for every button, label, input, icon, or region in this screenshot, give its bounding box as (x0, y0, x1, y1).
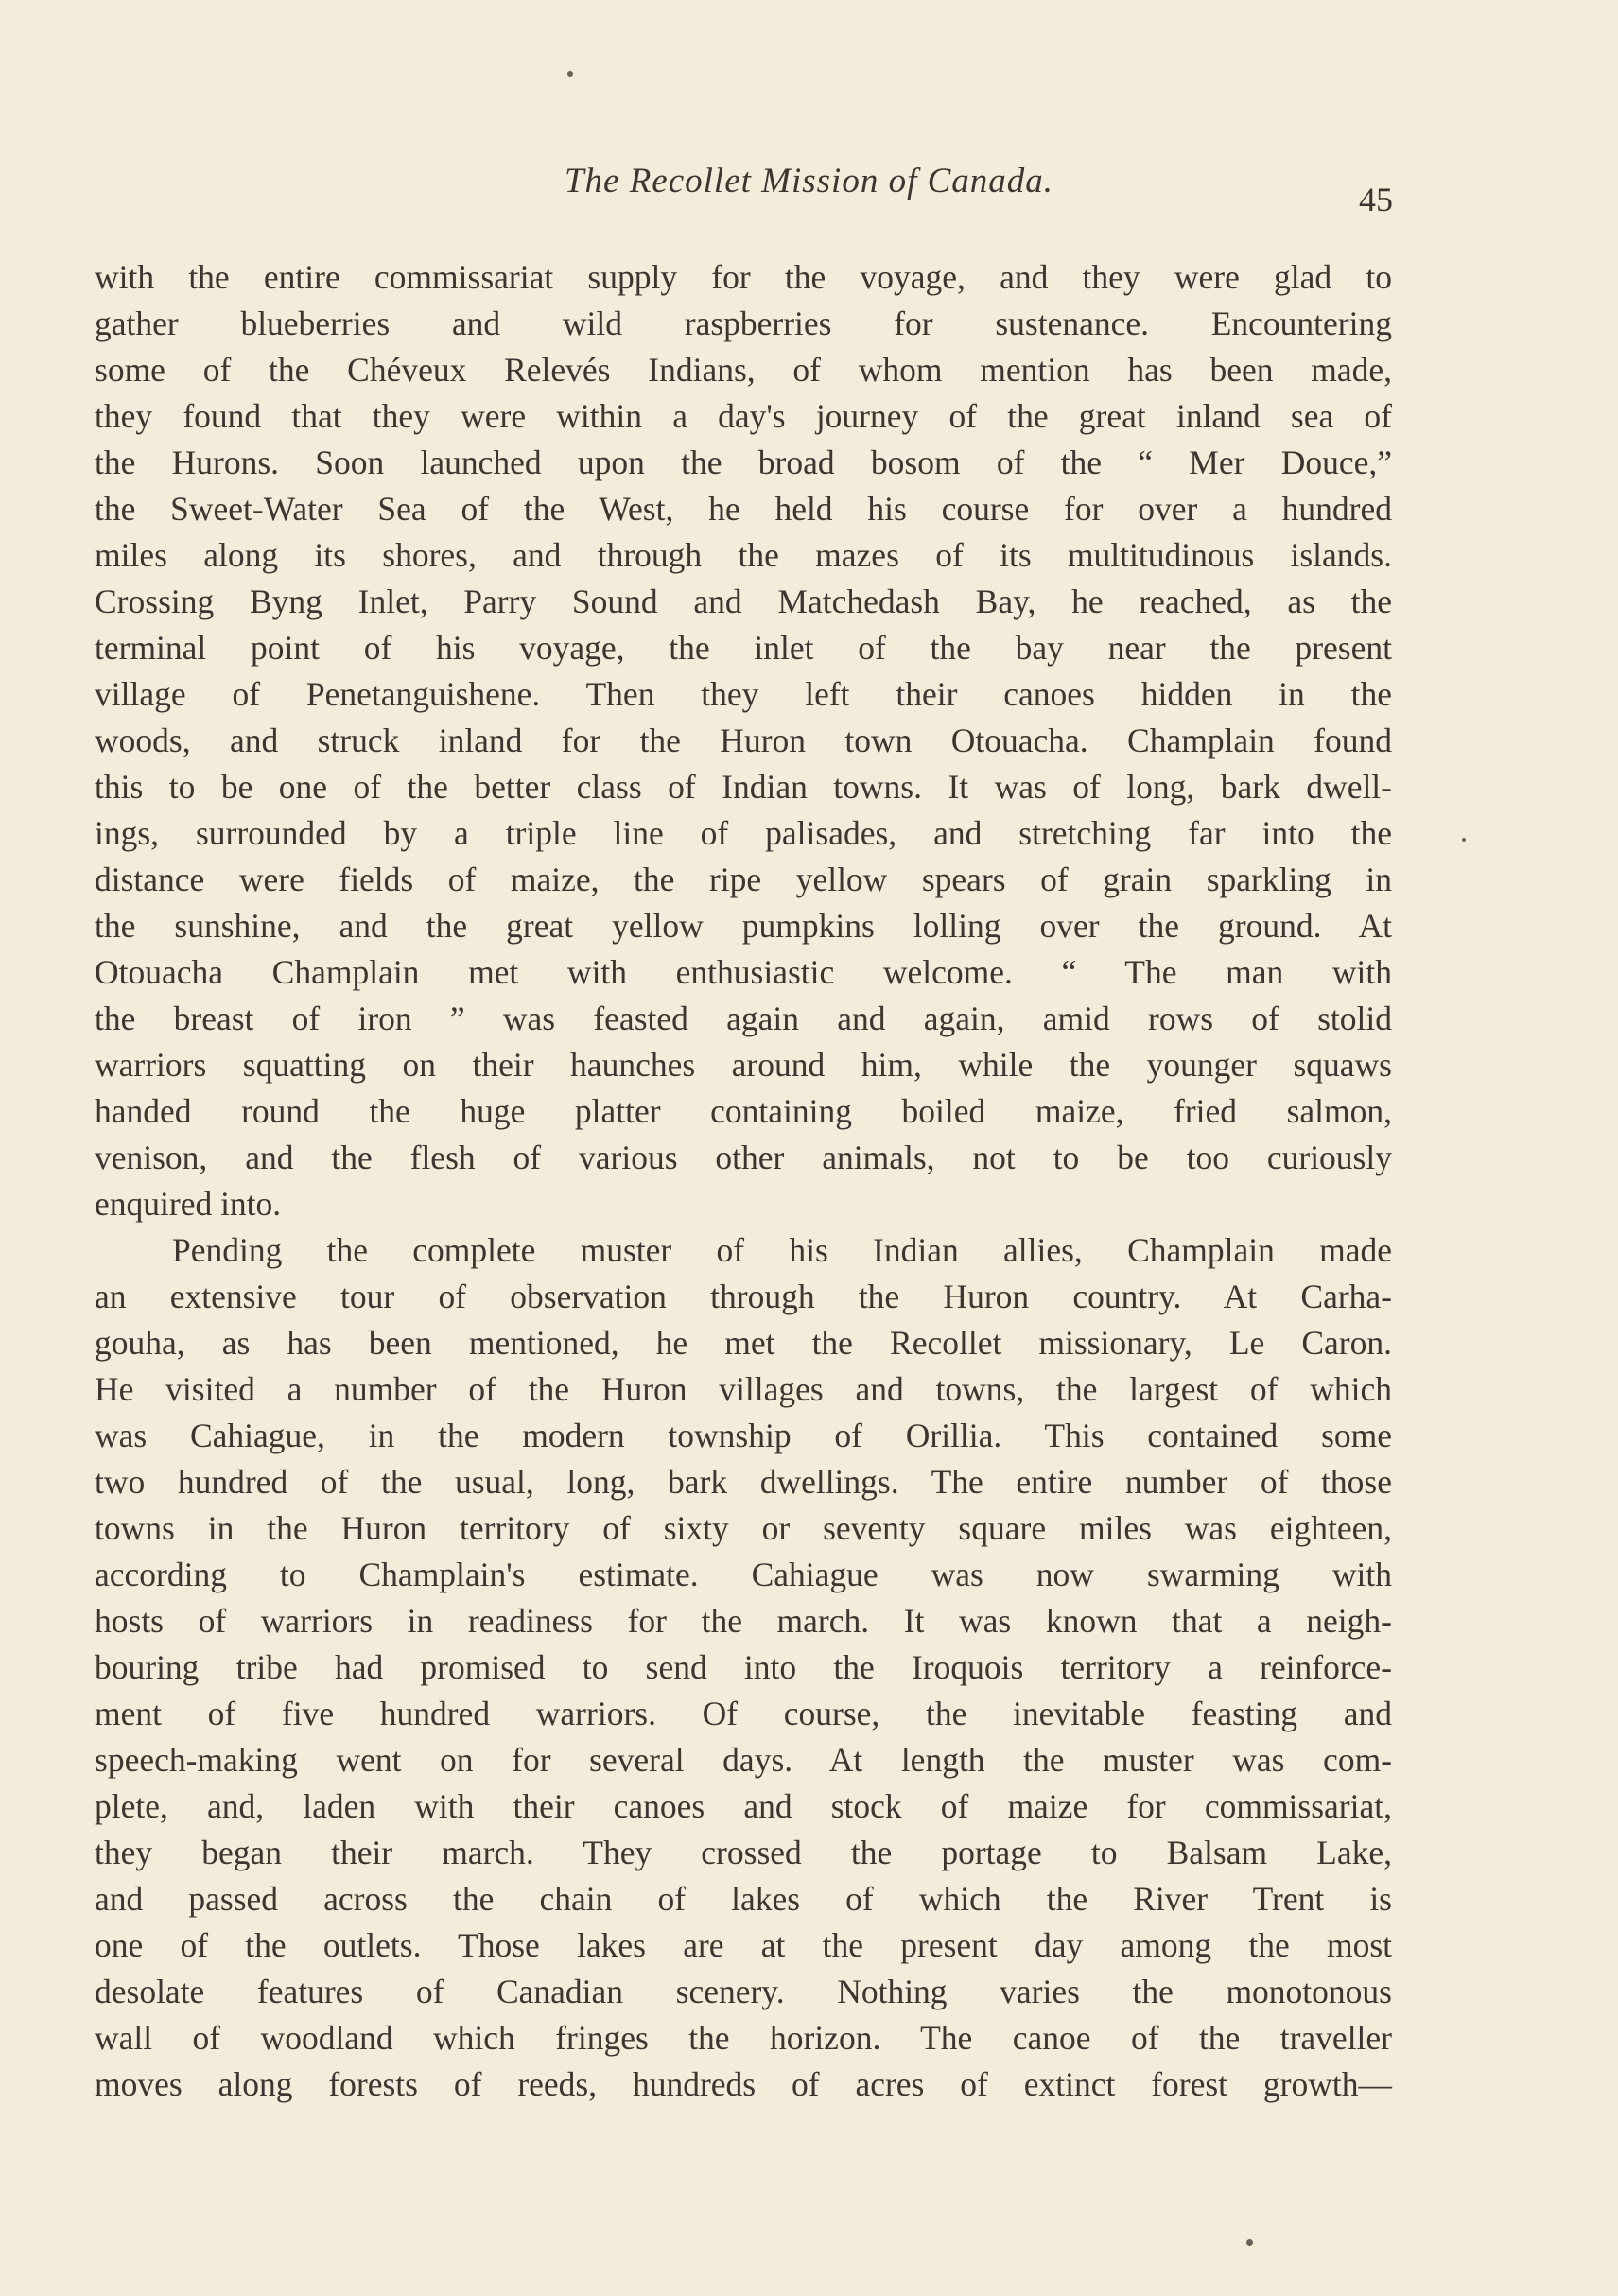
text-line: enquired into. (95, 1185, 282, 1223)
text-line: they found that they were within a day's journey of the great inland sea of (95, 397, 1392, 435)
scan-speck (567, 71, 573, 77)
page-number: 45 (1359, 181, 1393, 218)
text-line: with the entire commissariat supply for the voyage, and they were glad to (95, 258, 1392, 296)
text-line: woods, and struck inland for the Huron town Otouacha. Champlain found (95, 722, 1392, 759)
text-line: ment of five hundred warriors. Of course, the inevitable feasting and (95, 1695, 1392, 1732)
text-line: this to be one of the better class of Indian towns. It was of long, bark dwell- (95, 768, 1392, 806)
text-line: wall of woodland which fringes the horizon. The canoe of the traveller (95, 2019, 1392, 2057)
text-line: He visited a number of the Huron villages and towns, the largest of which (95, 1370, 1392, 1408)
text-line: moves along forests of reeds, hundreds of acres of extinct forest growth— (95, 2065, 1392, 2103)
text-line: miles along its shores, and through the mazes of its multitudinous islands. (95, 536, 1392, 574)
text-line: towns in the Huron territory of sixty or seventy square miles was eighteen, (95, 1509, 1392, 1547)
text-line: the breast of iron ” was feasted again and again, amid rows of stolid (95, 1000, 1392, 1037)
text-line: one of the outlets. Those lakes are at the present day among the most (95, 1926, 1392, 1964)
text-line: hosts of warriors in readiness for the march. It was known that a neigh- (95, 1602, 1392, 1640)
scan-speck (1462, 838, 1466, 842)
text-line: they began their march. They crossed the portage to Balsam Lake, (95, 1834, 1392, 1871)
text-line: village of Penetanguishene. Then they left their canoes hidden in the (95, 675, 1392, 713)
text-line: speech-making went on for several days. At length the muster was com- (95, 1741, 1392, 1779)
text-line: Crossing Byng Inlet, Parry Sound and Matchedash Bay, he reached, as the (95, 583, 1392, 620)
text-line: two hundred of the usual, long, bark dwellings. The entire number of those (95, 1463, 1392, 1501)
text-line: some of the Chéveux Relevés Indians, of whom mention has been made, (95, 351, 1392, 389)
text-line: plete, and, laden with their canoes and stock of maize for commissariat, (95, 1787, 1392, 1825)
text-line: gather blueberries and wild raspberries for sustenance. Encountering (95, 304, 1392, 342)
text-line: venison, and the flesh of various other animals, not to be too curiously (95, 1139, 1392, 1176)
text-line: desolate features of Canadian scenery. Nothing varies the monotonous (95, 1973, 1392, 2010)
text-line: Pending the complete muster of his Indian allies, Champlain made (172, 1231, 1392, 1269)
running-title: The Recollet Mission of Canada. (564, 162, 1054, 200)
text-line: according to Champlain's estimate. Cahiague was now swarming with (95, 1556, 1392, 1593)
text-line: and passed across the chain of lakes of which the River Trent is (95, 1880, 1392, 1918)
text-line: distance were fields of maize, the ripe yellow spears of grain sparkling in (95, 861, 1392, 898)
body-text (95, 254, 1392, 2108)
text-line: gouha, as has been mentioned, he met the Recollet missionary, Le Caron. (95, 1324, 1392, 1362)
text-line: ings, surrounded by a triple line of palisades, and stretching far into the (95, 814, 1392, 852)
text-line: warriors squatting on their haunches around him, while the younger squaws (95, 1046, 1392, 1084)
text-line: was Cahiague, in the modern township of Orillia. This contained some (95, 1417, 1392, 1454)
text-line: an extensive tour of observation through the Huron country. At Carha- (95, 1278, 1392, 1315)
text-line: Otouacha Champlain met with enthusiastic welcome. “ The man with (95, 953, 1392, 991)
text-line: the Hurons. Soon launched upon the broad bosom of the “ Mer Douce,” (95, 444, 1392, 481)
scan-speck (1246, 2239, 1253, 2246)
text-line: bouring tribe had promised to send into the Iroquois territory a reinforce- (95, 1648, 1392, 1686)
text-line: terminal point of his voyage, the inlet of the bay near the present (95, 629, 1392, 667)
text-line: the Sweet-Water Sea of the West, he held his course for over a hundred (95, 490, 1392, 528)
text-line: the sunshine, and the great yellow pumpkins lolling over the ground. At (95, 907, 1392, 945)
text-line: handed round the huge platter containing boiled maize, fried salmon, (95, 1092, 1392, 1130)
